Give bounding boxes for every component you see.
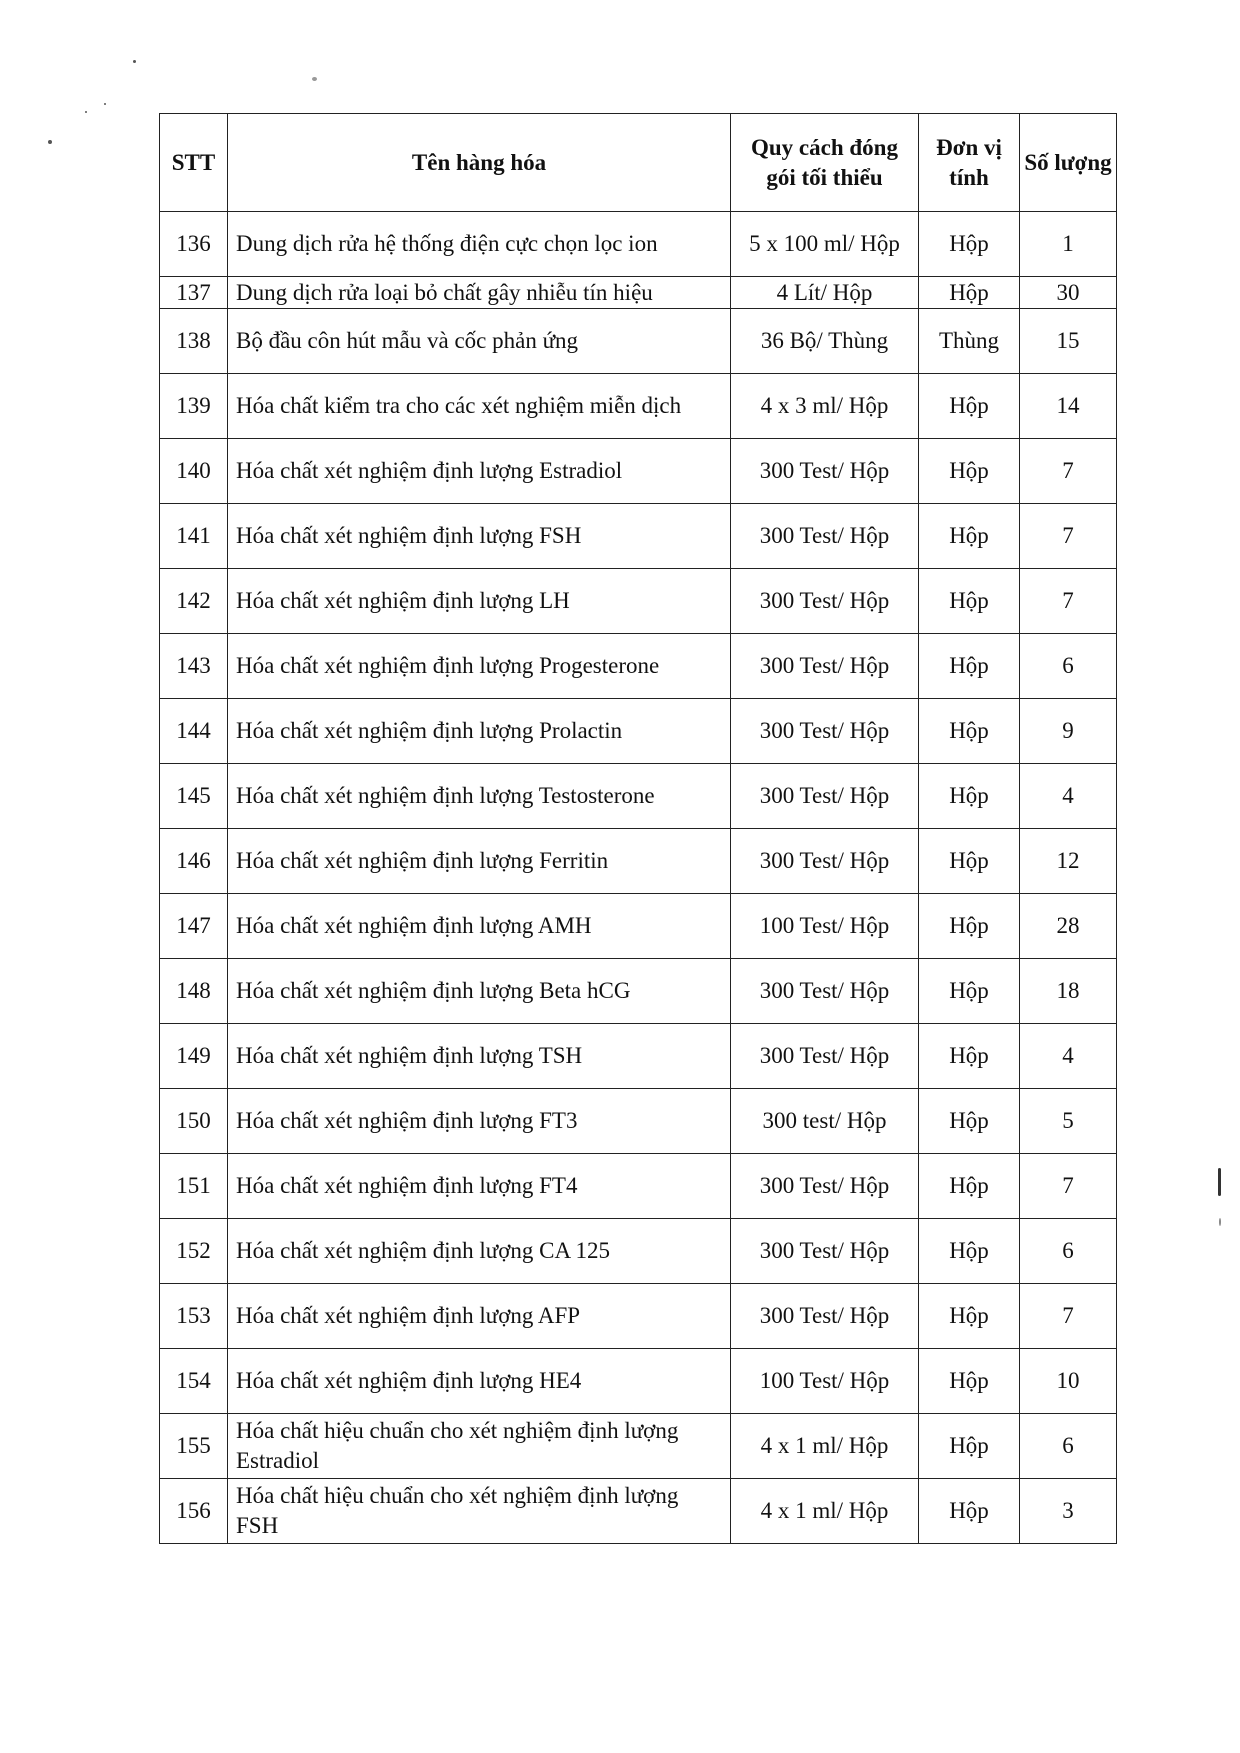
cell-name: Hóa chất xét nghiệm định lượng Beta hCG [228, 959, 731, 1024]
cell-pack: 300 Test/ Hộp [731, 1219, 919, 1284]
cell-stt: 146 [160, 829, 228, 894]
scan-speck [1218, 1168, 1221, 1196]
cell-pack: 4 x 1 ml/ Hộp [731, 1414, 919, 1479]
cell-unit: Thùng [919, 309, 1020, 374]
cell-name: Hóa chất xét nghiệm định lượng AFP [228, 1284, 731, 1349]
cell-name: Hóa chất xét nghiệm định lượng FT4 [228, 1154, 731, 1219]
table-header-row [160, 114, 1117, 212]
cell-stt: 153 [160, 1284, 228, 1349]
cell-stt: 144 [160, 699, 228, 764]
cell-name: Hóa chất xét nghiệm định lượng Testosterone [228, 764, 731, 829]
table-row [160, 1219, 1117, 1284]
cell-unit: Hộp [919, 959, 1020, 1024]
cell-name: Hóa chất xét nghiệm định lượng FSH [228, 504, 731, 569]
cell-name: Hóa chất xét nghiệm định lượng TSH [228, 1024, 731, 1089]
cell-stt: 149 [160, 1024, 228, 1089]
cell-qty: 7 [1020, 439, 1117, 504]
cell-name: Hóa chất xét nghiệm định lượng Ferritin [228, 829, 731, 894]
cell-pack: 300 Test/ Hộp [731, 1024, 919, 1089]
cell-pack: 300 Test/ Hộp [731, 439, 919, 504]
header-qty: Số lượng [1020, 114, 1117, 212]
scan-speck [1219, 1218, 1221, 1226]
cell-unit: Hộp [919, 1219, 1020, 1284]
table-row [160, 504, 1117, 569]
cell-unit: Hộp [919, 1479, 1020, 1544]
cell-stt: 154 [160, 1349, 228, 1414]
cell-stt: 147 [160, 894, 228, 959]
cell-pack: 300 Test/ Hộp [731, 634, 919, 699]
cell-name: Hóa chất xét nghiệm định lượng FT3 [228, 1089, 731, 1154]
cell-pack: 4 Lít/ Hộp [731, 277, 919, 309]
header-pack: Quy cách đóng gói tối thiểu [731, 114, 919, 212]
cell-qty: 7 [1020, 1284, 1117, 1349]
cell-stt: 139 [160, 374, 228, 439]
table-row [160, 1089, 1117, 1154]
cell-stt: 152 [160, 1219, 228, 1284]
cell-qty: 9 [1020, 699, 1117, 764]
cell-name: Hóa chất xét nghiệm định lượng Progesterone [228, 634, 731, 699]
cell-unit: Hộp [919, 634, 1020, 699]
cell-qty: 3 [1020, 1479, 1117, 1544]
scan-speck [85, 111, 87, 113]
cell-stt: 145 [160, 764, 228, 829]
cell-qty: 10 [1020, 1349, 1117, 1414]
cell-unit: Hộp [919, 894, 1020, 959]
cell-unit: Hộp [919, 212, 1020, 277]
cell-pack: 300 Test/ Hộp [731, 1284, 919, 1349]
table-row [160, 1349, 1117, 1414]
cell-unit: Hộp [919, 1349, 1020, 1414]
cell-stt: 156 [160, 1479, 228, 1544]
cell-unit: Hộp [919, 1024, 1020, 1089]
cell-stt: 155 [160, 1414, 228, 1479]
header-stt: STT [160, 114, 228, 212]
cell-stt: 143 [160, 634, 228, 699]
cell-stt: 137 [160, 277, 228, 309]
cell-pack: 5 x 100 ml/ Hộp [731, 212, 919, 277]
cell-qty: 6 [1020, 1219, 1117, 1284]
cell-stt: 138 [160, 309, 228, 374]
cell-stt: 150 [160, 1089, 228, 1154]
cell-qty: 28 [1020, 894, 1117, 959]
cell-qty: 7 [1020, 504, 1117, 569]
cell-qty: 7 [1020, 569, 1117, 634]
cell-name: Hóa chất xét nghiệm định lượng Estradiol [228, 439, 731, 504]
cell-qty: 1 [1020, 212, 1117, 277]
cell-unit: Hộp [919, 277, 1020, 309]
cell-name: Bộ đầu côn hút mẫu và cốc phản ứng [228, 309, 731, 374]
cell-name: Hóa chất xét nghiệm định lượng LH [228, 569, 731, 634]
cell-name: Hóa chất xét nghiệm định lượng CA 125 [228, 1219, 731, 1284]
cell-qty: 6 [1020, 1414, 1117, 1479]
scan-speck [312, 77, 317, 81]
table-row [160, 1154, 1117, 1219]
table-row [160, 894, 1117, 959]
cell-qty: 14 [1020, 374, 1117, 439]
table-row [160, 959, 1117, 1024]
cell-unit: Hộp [919, 439, 1020, 504]
cell-pack: 300 Test/ Hộp [731, 1154, 919, 1219]
header-unit: Đơn vị tính [919, 114, 1020, 212]
cell-qty: 12 [1020, 829, 1117, 894]
table-row [160, 212, 1117, 277]
cell-unit: Hộp [919, 764, 1020, 829]
cell-qty: 15 [1020, 309, 1117, 374]
cell-name: Dung dịch rửa hệ thống điện cực chọn lọc ion [228, 212, 731, 277]
cell-pack: 300 Test/ Hộp [731, 829, 919, 894]
cell-pack: 100 Test/ Hộp [731, 1349, 919, 1414]
table-row [160, 634, 1117, 699]
cell-pack: 300 test/ Hộp [731, 1089, 919, 1154]
cell-pack: 100 Test/ Hộp [731, 894, 919, 959]
cell-unit: Hộp [919, 829, 1020, 894]
cell-name: Hóa chất xét nghiệm định lượng AMH [228, 894, 731, 959]
table-row [160, 1414, 1117, 1479]
cell-name: Hóa chất hiệu chuẩn cho xét nghiệm định lượng FSH [228, 1479, 731, 1544]
cell-pack: 36 Bộ/ Thùng [731, 309, 919, 374]
cell-stt: 142 [160, 569, 228, 634]
table-row [160, 569, 1117, 634]
table-row [160, 764, 1117, 829]
cell-name: Hóa chất xét nghiệm định lượng HE4 [228, 1349, 731, 1414]
cell-unit: Hộp [919, 374, 1020, 439]
cell-pack: 4 x 1 ml/ Hộp [731, 1479, 919, 1544]
table-row [160, 1284, 1117, 1349]
table-row [160, 374, 1117, 439]
table-row [160, 829, 1117, 894]
cell-pack: 300 Test/ Hộp [731, 764, 919, 829]
cell-pack: 300 Test/ Hộp [731, 569, 919, 634]
table-row [160, 1024, 1117, 1089]
table-row [160, 699, 1117, 764]
cell-name: Hóa chất xét nghiệm định lượng Prolactin [228, 699, 731, 764]
cell-qty: 4 [1020, 764, 1117, 829]
table-row [160, 277, 1117, 309]
cell-stt: 140 [160, 439, 228, 504]
cell-stt: 148 [160, 959, 228, 1024]
cell-pack: 300 Test/ Hộp [731, 959, 919, 1024]
cell-name: Dung dịch rửa loại bỏ chất gây nhiễu tín hiệu [228, 277, 731, 309]
cell-unit: Hộp [919, 1154, 1020, 1219]
cell-pack: 4 x 3 ml/ Hộp [731, 374, 919, 439]
cell-qty: 30 [1020, 277, 1117, 309]
goods-table [159, 113, 1117, 1544]
cell-qty: 18 [1020, 959, 1117, 1024]
cell-stt: 141 [160, 504, 228, 569]
cell-unit: Hộp [919, 1414, 1020, 1479]
cell-qty: 7 [1020, 1154, 1117, 1219]
cell-qty: 6 [1020, 634, 1117, 699]
cell-unit: Hộp [919, 1284, 1020, 1349]
scan-speck [48, 140, 52, 144]
scan-speck [133, 60, 136, 63]
cell-unit: Hộp [919, 504, 1020, 569]
header-name: Tên hàng hóa [228, 114, 731, 212]
cell-name: Hóa chất hiệu chuẩn cho xét nghiệm định lượng Estradiol [228, 1414, 731, 1479]
cell-pack: 300 Test/ Hộp [731, 504, 919, 569]
cell-stt: 151 [160, 1154, 228, 1219]
cell-stt: 136 [160, 212, 228, 277]
scan-speck [104, 103, 106, 105]
table-row [160, 1479, 1117, 1544]
cell-qty: 4 [1020, 1024, 1117, 1089]
cell-qty: 5 [1020, 1089, 1117, 1154]
cell-unit: Hộp [919, 699, 1020, 764]
cell-unit: Hộp [919, 569, 1020, 634]
cell-name: Hóa chất kiểm tra cho các xét nghiệm miễn dịch [228, 374, 731, 439]
table-row [160, 309, 1117, 374]
cell-pack: 300 Test/ Hộp [731, 699, 919, 764]
table-row [160, 439, 1117, 504]
cell-unit: Hộp [919, 1089, 1020, 1154]
